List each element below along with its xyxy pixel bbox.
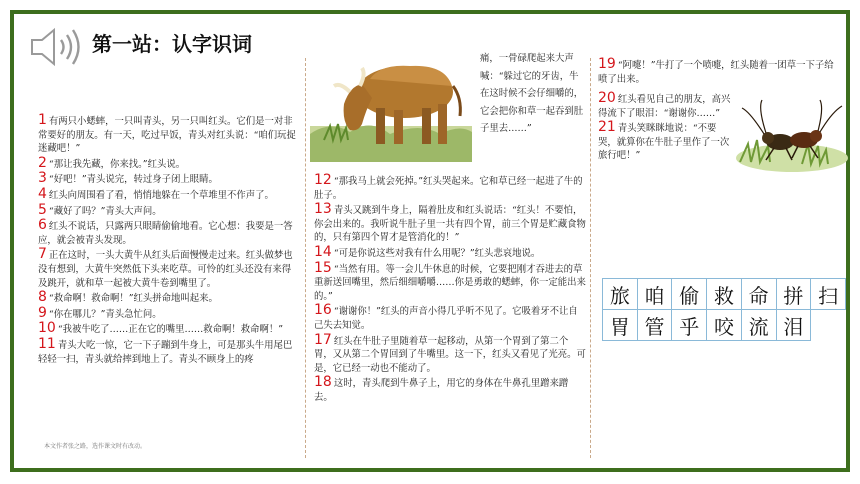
story-right-column [598, 58, 834, 87]
character-cell: 管 [637, 310, 672, 341]
character-cell: 拼 [776, 279, 811, 310]
story-paragraph: 4 红头向周围看了看，悄悄地躲在一个草堆里不作声了。 [38, 185, 274, 202]
story-paragraph: 21 青头笑眯眯地说：“不要哭，就算你在牛肚子里作了一次旅行吧！” [598, 119, 730, 162]
story-paragraph: 2 “那让我先藏，你来找。”红头说。 [38, 154, 186, 171]
story-paragraph: 19 “阿嚏！”牛打了一个喷嚏，红头随着一团草一下子给喷了出来。 [598, 56, 834, 85]
story-paragraph: 10 “我被牛吃了……正在它的嘴里……救命啊！救命啊！” [38, 320, 284, 337]
character-row [603, 279, 846, 310]
story-paragraph: 13 青头又跳到牛身上，隔着肚皮和红头说话：“红头！不要怕，你会出来的。我听说牛肚子里一共有四个胃，前三个胃是贮藏食物的，只有第四个胃才是管消化的！” [314, 201, 586, 244]
story-paragraph: 3 “好吧！”青头说完，转过身子闭上眼睛。 [38, 170, 218, 187]
story-paragraph: 9 “你在哪儿？”青头急忙问。 [38, 304, 162, 321]
footnote: 本文作者张之路，选作课文时有改动。 [44, 443, 147, 450]
character-cell: 救 [707, 279, 742, 310]
story-paragraph: 17 红头在牛肚子里随着草一起移动，从第一个胃到了第二个胃，又从第二个胃回到了牛嘴里。这一下，红头又看见了光亮。可是，它已经一动也不能动了。 [314, 331, 586, 374]
story-left-column [38, 114, 296, 367]
character-cell: 扫 [811, 279, 846, 310]
story-middle-column [314, 174, 586, 406]
story-paragraph: 12 “那我马上就会死掉。”红头哭起来。它和草已经一起进了牛的肚子。 [314, 172, 583, 201]
story-paragraph: 14 “可是你说这些对我有什么用呢？”红头悲哀地说。 [314, 243, 541, 260]
character-grid [602, 278, 846, 341]
column-divider [590, 58, 591, 458]
page-title: 第一站：认字识词 [92, 32, 252, 56]
speaker-icon[interactable] [28, 26, 86, 68]
story-paragraph: 8 “救命啊！救命啊！”红头拼命地叫起来。 [38, 289, 218, 306]
story-paragraph: 18 这时，青头爬到牛鼻子上，用它的身体在牛鼻孔里蹭来蹭去。 [314, 374, 569, 403]
story-paragraph: 16 “谢谢你！”红头的声音小得几乎听不见了。它吸着牙不让自己失去知觉。 [314, 302, 578, 331]
story-paragraph: 1 有两只小蟋蟀，一只叫青头，另一只叫红头。它们是一对非常要好的朋友。有一天，吃过早饭，青头对红头说：“咱们玩捉迷藏吧！” [38, 112, 296, 155]
column-divider [305, 58, 306, 458]
story-paragraph: 15 “当然有用。等一会儿牛休息的时候，它要把刚才吞进去的草重新送回嘴里，然后细细嚼嚼……你是勇敢的蟋蟀，你一定能出来的。” [314, 259, 586, 302]
story-paragraph: 7 正在这时，一头大黄牛从红头后面慢慢走过来。红头做梦也没有想到，大黄牛突然低下头来吃草。可怜的红头还没有来得及跳开，就和草一起被大黄牛卷到嘴里了。 [38, 246, 293, 289]
character-row [603, 310, 846, 341]
story-paragraph: 11 青头大吃一惊，它一下子蹦到牛身上，可是那头牛用尾巴轻轻一扫，青头就给摔到地上了。青头不顾身上的疼 [38, 335, 293, 365]
story-continuation: 痛，一骨碌爬起来大声喊：“躲过它的牙齿，牛在这时候不会仔细嚼的，它会把你和草一起吞到肚子里去……” [480, 53, 584, 134]
character-cell: 旅 [603, 279, 638, 310]
character-cell: 流 [741, 310, 776, 341]
character-cell: 乎 [672, 310, 707, 341]
character-cell: 咱 [637, 279, 672, 310]
story-right-column-lower [598, 92, 732, 164]
character-cell: 胃 [603, 310, 638, 341]
cricket-illustration [732, 98, 848, 174]
story-paragraph: 5 “藏好了吗？”青头大声问。 [38, 201, 162, 218]
character-cell: 泪 [776, 310, 811, 341]
story-paragraph: 6 红头不说话，只露两只眼睛偷偷地看。它心想：我要是一答应，就会被青头发现。 [38, 217, 293, 246]
character-cell: 命 [741, 279, 776, 310]
cow-illustration [310, 34, 472, 162]
story-paragraph: 20 红头看见自己的朋友，高兴得流下了眼泪：“谢谢你……” [598, 90, 731, 119]
character-cell: 咬 [707, 310, 742, 341]
character-cell: 偷 [672, 279, 707, 310]
slide-frame [10, 10, 850, 472]
